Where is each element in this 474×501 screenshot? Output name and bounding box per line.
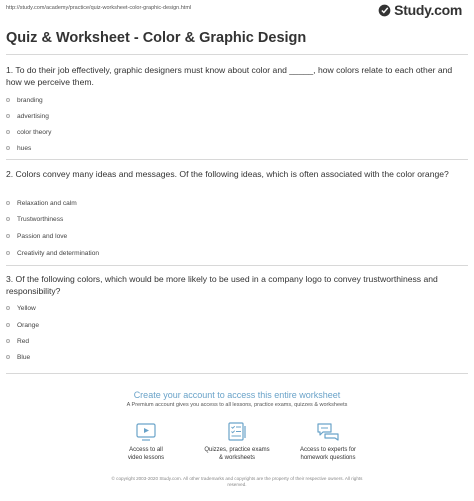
choice-1a[interactable] xyxy=(6,95,43,105)
choice-1d[interactable] xyxy=(6,143,31,153)
choice-1b[interactable] xyxy=(6,111,49,121)
radio-button[interactable] xyxy=(6,201,10,205)
radio-button[interactable] xyxy=(6,114,10,118)
radio-button[interactable] xyxy=(6,251,10,255)
radio-button[interactable] xyxy=(6,130,10,134)
feature-text-line1: Access to all xyxy=(129,447,163,453)
question-3: 3. Of the following colors, which would be more likely to be used in a company logo to convey trustworthiness and responsibility? xyxy=(6,274,438,296)
chat-bubbles-icon xyxy=(315,422,341,442)
choice-2a[interactable] xyxy=(6,198,77,208)
page-title: Quiz & Worksheet - Color & Graphic Design xyxy=(6,30,307,46)
promo-subtitle: A Premium account gives you access to all lessons, practice exams, quizzes & worksheets xyxy=(126,402,348,408)
radio-button[interactable] xyxy=(6,146,10,150)
divider xyxy=(6,373,468,374)
feature-quizzes xyxy=(192,422,282,462)
choice-label: Yellow xyxy=(17,304,36,312)
choice-3d[interactable] xyxy=(6,352,30,362)
divider xyxy=(6,159,468,160)
choice-label: Blue xyxy=(17,353,31,361)
copyright-line2: reserved. xyxy=(227,482,247,487)
radio-button[interactable] xyxy=(6,234,10,238)
feature-text-line2: & worksheets xyxy=(218,455,255,461)
choice-2b[interactable] xyxy=(6,214,63,224)
choice-label: hues xyxy=(17,144,32,152)
radio-button[interactable] xyxy=(6,306,10,310)
radio-button[interactable] xyxy=(6,339,10,343)
divider xyxy=(6,265,468,266)
feature-text-line2: video lessons xyxy=(127,455,165,461)
study-logo-icon xyxy=(378,4,391,17)
feature-video-lessons xyxy=(101,422,191,462)
choice-label: Orange xyxy=(17,321,39,329)
choice-3c[interactable] xyxy=(6,336,29,346)
radio-button[interactable] xyxy=(6,98,10,102)
choice-label: color theory xyxy=(17,128,52,136)
radio-button[interactable] xyxy=(6,323,10,327)
logo-text: Study.com xyxy=(394,2,462,18)
feature-experts xyxy=(283,422,373,462)
choice-label: Trustworthiness xyxy=(17,215,64,223)
top-bar xyxy=(0,0,474,22)
page-url: http://study.com/academy/practice/quiz-worksheet-color-graphic-design.html xyxy=(6,5,192,11)
radio-button[interactable] xyxy=(6,217,10,221)
feature-text-line1: Access to experts for xyxy=(299,447,357,453)
radio-button[interactable] xyxy=(6,355,10,359)
quiz-checklist-icon xyxy=(224,422,250,442)
copyright-line1: © copyright 2003-2020 Study.com. All other trademarks and copyrights are the property of their respective owners. All rights xyxy=(111,476,363,481)
choice-label: Red xyxy=(17,337,30,345)
choice-1c[interactable] xyxy=(6,127,51,137)
choice-2c[interactable] xyxy=(6,231,67,241)
study-logo[interactable] xyxy=(378,2,462,18)
question-1: 1. To do their job effectively, graphic designers must know about color and _____, how colors relate to each other and how we perceive them. xyxy=(6,65,453,87)
choice-label: Passion and love xyxy=(17,232,68,240)
choice-3b[interactable] xyxy=(6,320,39,330)
choice-label: Creativity and determination xyxy=(17,249,100,257)
video-icon xyxy=(133,422,159,442)
choice-3a[interactable] xyxy=(6,303,36,313)
feature-text-line2: homework questions xyxy=(300,455,356,461)
choice-label: branding xyxy=(17,96,43,104)
feature-text-line1: Quizzes, practice exams xyxy=(204,447,270,453)
copyright-footer xyxy=(0,476,474,488)
create-account-link[interactable]: Create your account to access this entire worksheet xyxy=(133,390,341,400)
choice-label: Relaxation and calm xyxy=(17,199,77,207)
question-2: 2. Colors convey many ideas and messages. Of the following ideas, which is often associated with the color orange? xyxy=(6,169,449,179)
divider xyxy=(6,54,468,55)
choice-2d[interactable] xyxy=(6,248,99,258)
choice-label: advertising xyxy=(17,112,49,120)
